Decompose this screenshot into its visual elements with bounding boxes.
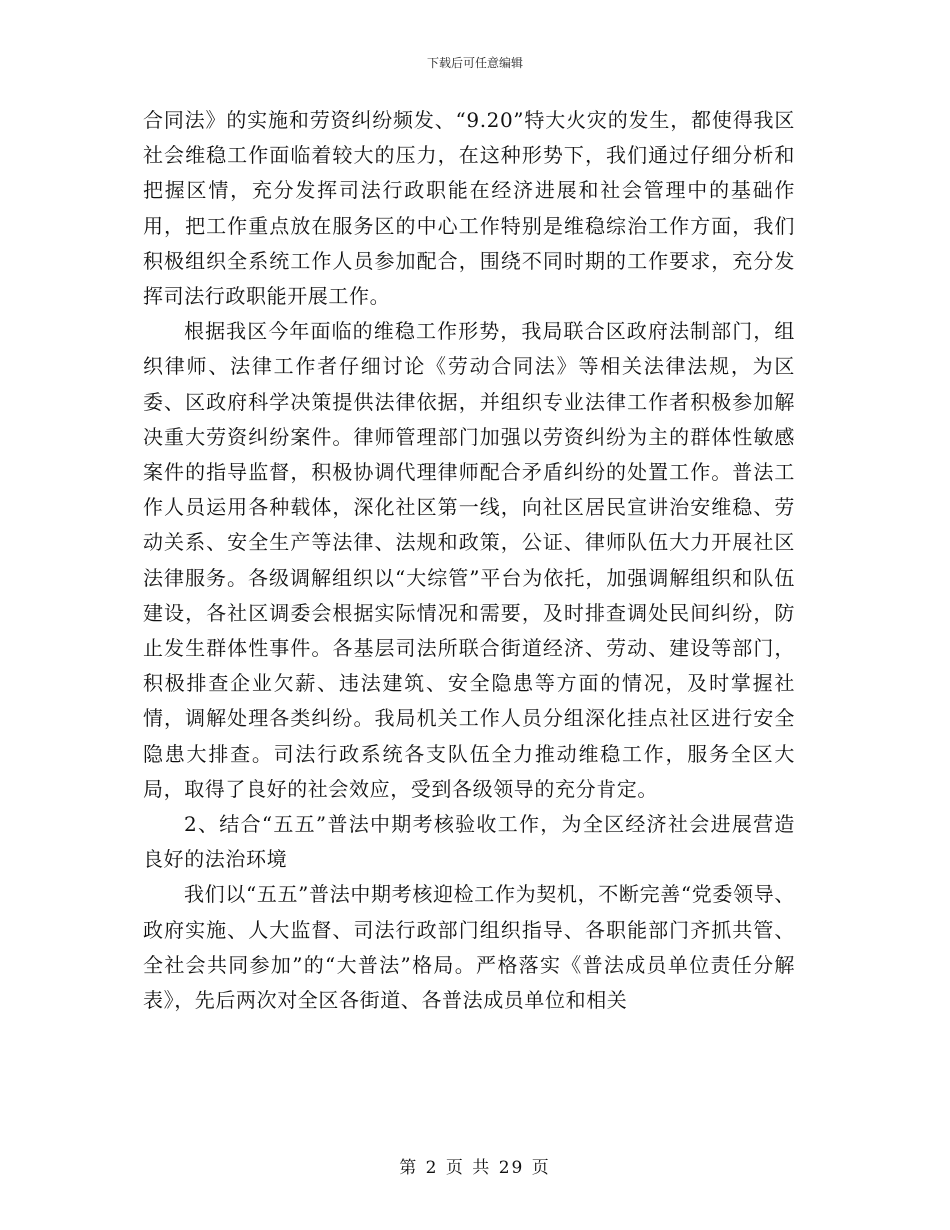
page-header: 下载后可任意编辑 — [426, 56, 523, 70]
paragraph: 我们以“五五”普法中期考核迎检工作为契机，不断完善“党委领导、政府实施、人大监督、司法行政部门组织指导、各职能部门齐抓共管、全社会共同参加”的“大普法”格局。严格落实《普法成员单位责任分解表》，先后两次对全区各街道、各普法成员单位和相关 — [143, 882, 795, 1013]
document-body — [143, 103, 795, 1018]
paragraph: 根据我区今年面临的维稳工作形势，我局联合区政府法制部门，组织律师、法律工作者仔细讨论《劳动合同法》等相关法律法规，为区委、区政府科学决策提供法律依据，并组织专业法律工作者积极参加解决重大劳资纠纷案件。律师管理部门加强以劳资纠纷为主的群体性敏感案件的指导监督，积极协调代理律师配合矛盾纠纷的处置工作。普法工作人员运用各种载体，深化社区第一线，向社区居民宣讲治安维稳、劳动关系、安全生产等法律、法规和政策，公证、律师队伍大力开展社区法律服务。各级调解组织以“大综管”平台为依托，加强调解组织和队伍建设，各社区调委会根据实际情况和需要，及时排查调处民间纠纷，防止发生群体性事件。各基层司法所联合街道经济、劳动、建设等部门，积极排查企业欠薪、违法建筑、安全隐患等方面的情况，及时掌握社情，调解处理各类纠纷。我局机关工作人员分组深化挂点社区进行安全隐患大排查。司法行政系统各支队伍全力推动维稳工作，服务全区大局，取得了良好的社会效应，受到各级领导的充分肯定。 — [143, 319, 795, 801]
paragraph: 合同法》的实施和劳资纠纷频发、“9.20”特大火灾的发生，都使得我区社会维稳工作面临着较大的压力，在这种形势下，我们通过仔细分析和把握区情，充分发挥司法行政职能在经济进展和社会管理中的基础作用，把工作重点放在服务区的中心工作特别是维稳综治工作方面，我们积极组织全系统工作人员参加配合，围绕不同时期的工作要求，充分发挥司法行政职能开展工作。 — [143, 108, 795, 309]
section-heading-paragraph: 2、结合“五五”普法中期考核验收工作，为全区经济社会进展营造良好的法治环境 — [143, 812, 795, 872]
page-footer: 第 2 页 共 29 页 — [399, 1158, 551, 1178]
